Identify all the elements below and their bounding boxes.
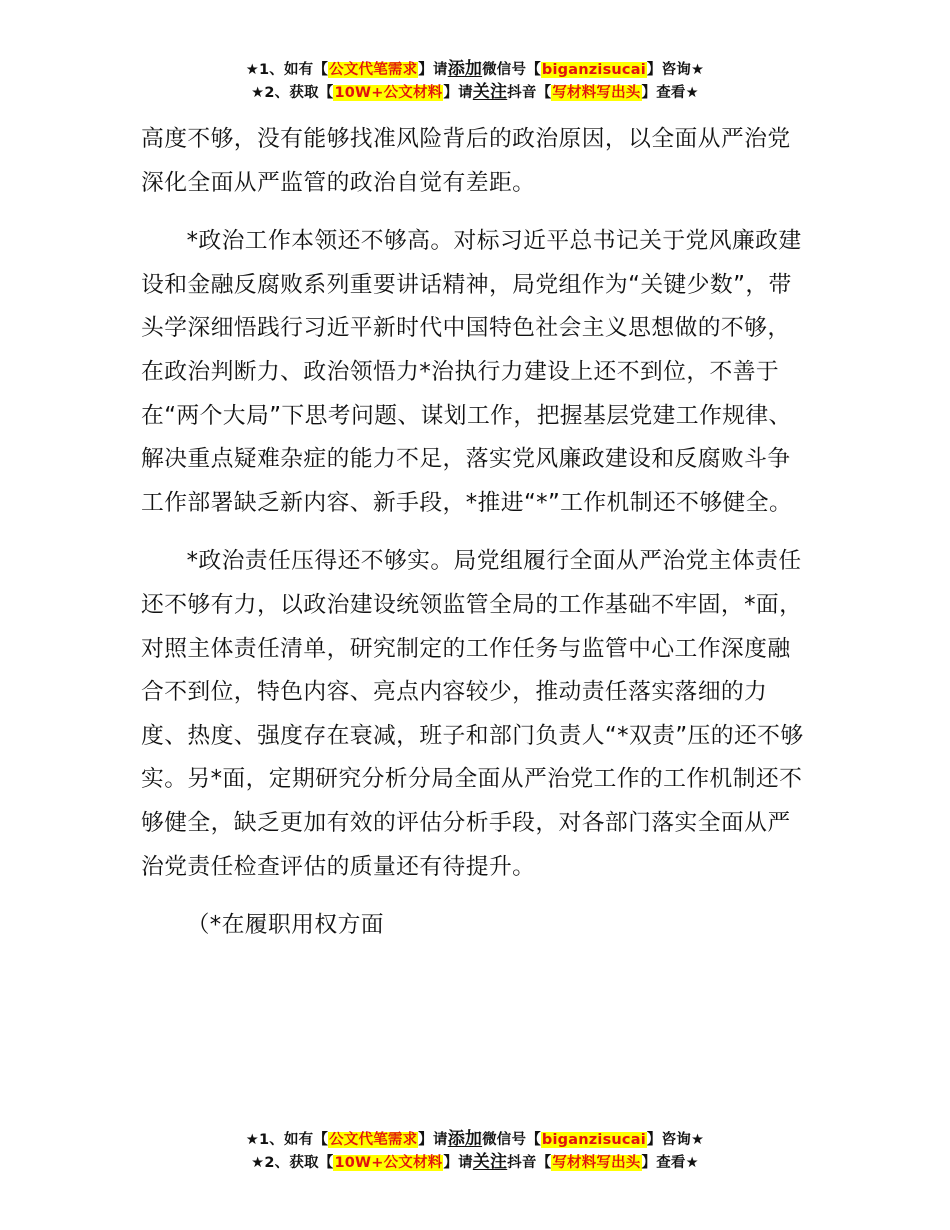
highlight-douyin-id: 写材料写出头: [552, 1155, 641, 1171]
banner-line-1: [0, 58, 950, 81]
banner-text: ★1、如有【: [245, 1132, 329, 1148]
header-banner: [0, 58, 950, 104]
banner-text: 】查看★: [641, 85, 699, 101]
footer-banner: [0, 1128, 950, 1174]
banner-line-2: [0, 1151, 950, 1174]
banner-text: 微信号【: [482, 1132, 541, 1148]
banner-text: 】咨询★: [646, 1132, 705, 1148]
paragraph: *政治责任压得还不够实。局党组履行全面从严治党主体责任还不够有力，以政治建设统领监管全局的工作基础不牢固，*面，对照主体责任清单，研究制定的工作任务与监管中心工作深度融合不到位，特色内容、亮点内容较少，推动责任落实落细的力度、热度、强度存在衰减，班子和部门负责人“*双责”压的还不够实。另*面，定期研究分析分局全面从严治党工作的工作机制还不够健全，缺乏更加有效的评估分析手段，对各部门落实全面从严治党责任检查评估的质量还有待提升。: [141, 548, 804, 880]
banner-text: ★2、获取【: [251, 1155, 334, 1171]
underlined-word: 添加: [447, 1129, 483, 1149]
banner-text: 】请: [418, 1132, 448, 1148]
paragraph: 高度不够，没有能够找准风险背后的政治原因，以全面从严治党深化全面从严监管的政治自觉有差距。: [141, 126, 791, 196]
highlight-wechat-id: biganzisucai: [541, 1132, 646, 1148]
underlined-word: 添加: [447, 59, 483, 79]
banner-text: 】查看★: [641, 1155, 699, 1171]
underlined-word: 关注: [472, 82, 508, 102]
highlight-service: 公文代笔需求: [329, 62, 418, 78]
section-heading: （*在履职用权方面: [186, 912, 384, 939]
banner-text: 】请: [443, 85, 473, 101]
banner-text: ★1、如有【: [245, 62, 329, 78]
banner-text: 抖音【: [507, 1155, 552, 1171]
document-body: [141, 118, 813, 963]
banner-text: 】请: [418, 62, 448, 78]
banner-text: 抖音【: [507, 85, 552, 101]
banner-text: ★2、获取【: [251, 85, 334, 101]
underlined-word: 关注: [472, 1152, 508, 1172]
highlight-service: 公文代笔需求: [329, 1132, 418, 1148]
highlight-wechat-id: biganzisucai: [541, 62, 646, 78]
highlight-materials: 10W+公文材料: [334, 85, 443, 101]
banner-text: 微信号【: [482, 62, 541, 78]
paragraph: *政治工作本领还不够高。对标习近平总书记关于党风廉政建设和金融反腐败系列重要讲话精神，局党组作为“关键少数”，带头学深细悟践行习近平新时代中国特色社会主义思想做的不够，在政治判断力、政治领悟力*治执行力建设上还不到位，不善于在“两个大局”下思考问题、谋划工作，把握基层党建工作规律、解决重点疑难杂症的能力不足，落实党风廉政建设和反腐败斗争工作部署缺乏新内容、新手段，*推进“*”工作机制还不够健全。: [141, 228, 802, 516]
banner-line-1: [0, 1128, 950, 1151]
banner-line-2: [0, 81, 950, 104]
highlight-douyin-id: 写材料写出头: [552, 85, 641, 101]
banner-text: 】请: [443, 1155, 473, 1171]
banner-text: 】咨询★: [646, 62, 705, 78]
highlight-materials: 10W+公文材料: [334, 1155, 443, 1171]
